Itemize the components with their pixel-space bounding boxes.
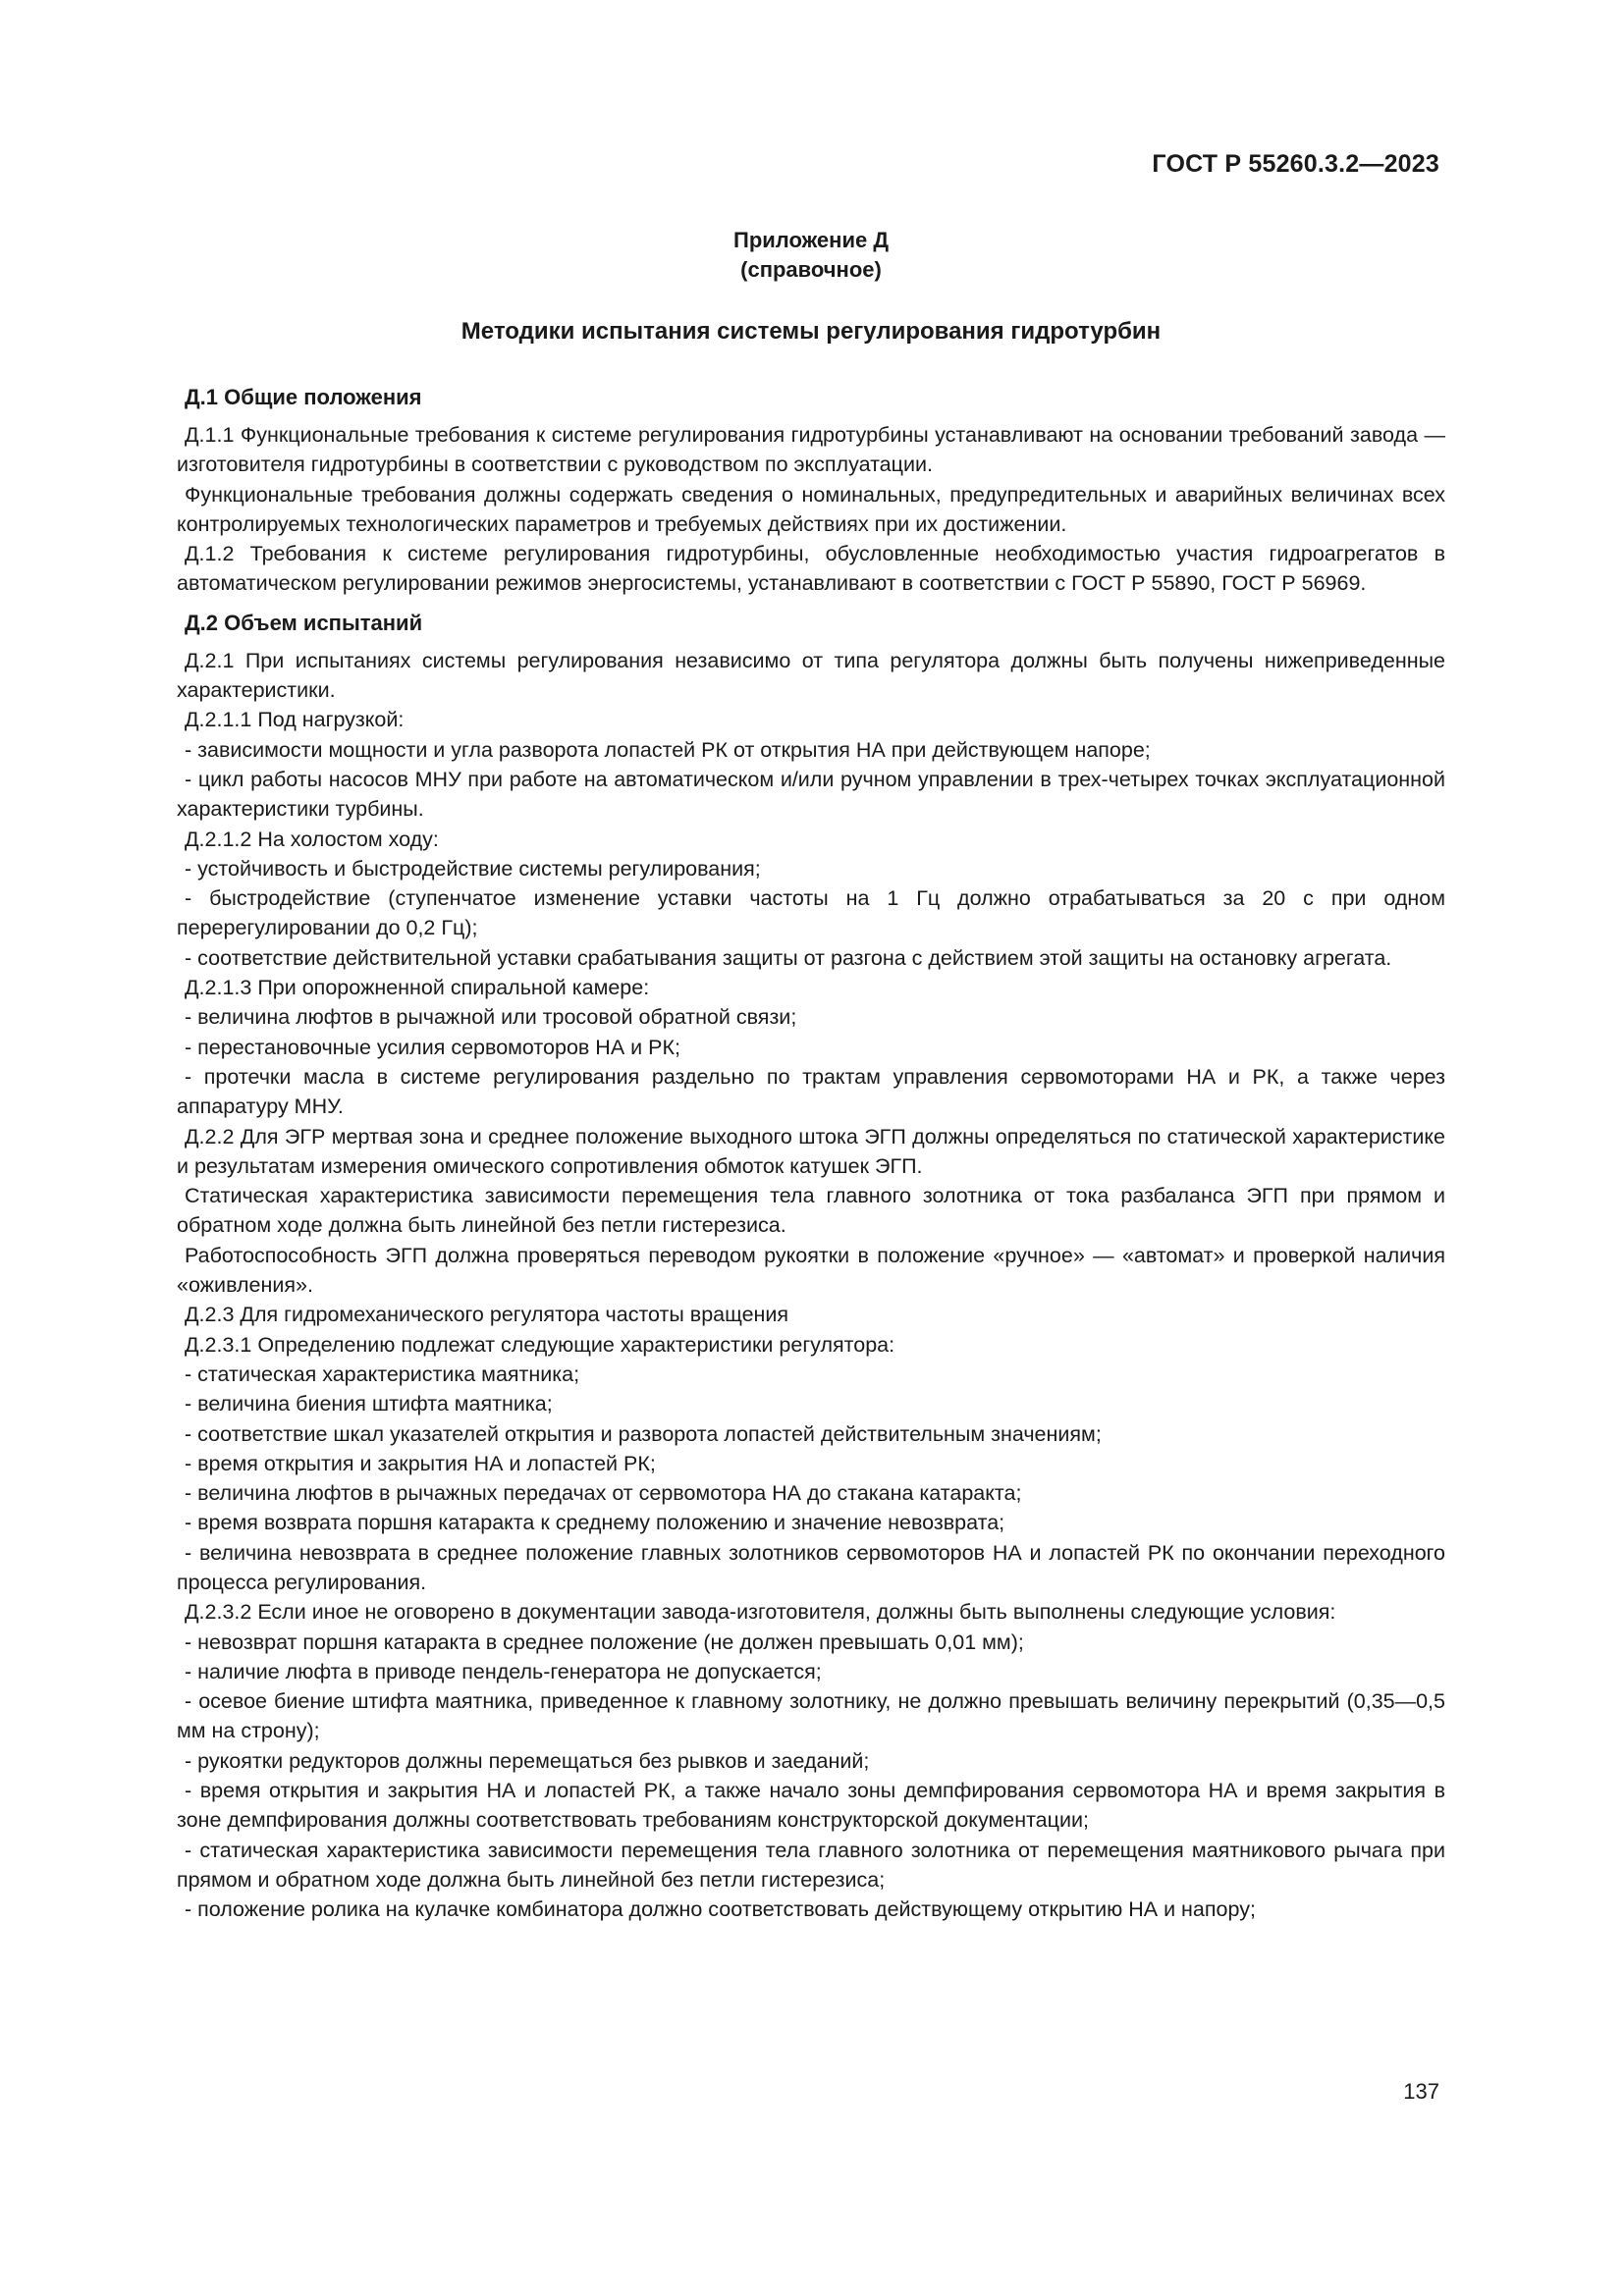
list-item: - устойчивость и быстродействие системы регулирования; bbox=[185, 856, 761, 881]
paragraph: Функциональные требования должны содержать сведения о номинальных, предупредительных и аварийных величинах всех контролируемых технологических параметров и требуемых действиях при их достижении. bbox=[177, 482, 1445, 536]
paragraph: Статическая характеристика зависимости перемещения тела главного золотника от тока разбаланса ЭГП при прямом и обратном ходе должна быть линейной без петли гистерезиса. bbox=[177, 1184, 1445, 1238]
list-item: - рукоятки редукторов должны перемещаться без рывков и заеданий; bbox=[185, 1748, 870, 1773]
list-item: - величина люфтов в рычажной или тросовой обратной связи; bbox=[185, 1005, 797, 1030]
paragraph: Работоспособность ЭГП должна проверяться переводом рукоятки в положение «ручное» — «автомат» и проверкой наличия «оживления». bbox=[177, 1243, 1445, 1298]
paragraph: Д.1.1 Функциональные требования к системе регулирования гидротурбины устанавливают на основании требований завода — изготовителя гидротурбины в соответствии с руководством по эксплуатации. bbox=[177, 423, 1445, 477]
list-item: - соответствие шкал указателей открытия и разворота лопастей действительным значениям; bbox=[185, 1421, 1102, 1446]
list-item: - соответствие действительной уставки срабатывания защиты от разгона с действием этой защиты на остановку агрегата. bbox=[185, 945, 1392, 970]
annex-label: Приложение Д bbox=[733, 228, 889, 252]
list-item: - величина невозврата в среднее положение главных золотников сервомоторов НА и лопастей РК по окончании переходного процесса регулирования. bbox=[177, 1540, 1445, 1594]
paragraph: Д.2.2 Для ЭГР мертвая зона и среднее положение выходного штока ЭГП должны определяться по статической характеристике и результатам измерения омического сопротивления обмоток катушек ЭГП. bbox=[177, 1124, 1445, 1178]
list-item: - невозврат поршня катаракта в среднее положение (не должен превышать 0,01 мм); bbox=[185, 1629, 1024, 1654]
list-item: - быстродействие (ступенчатое изменение уставки частоты на 1 Гц должно отрабатываться за 20 с при одном перерегулировании до 0,2 Гц); bbox=[177, 886, 1445, 940]
list-item: - время открытия и закрытия НА и лопастей РК, а также начало зоны демпфирования сервомотора НА и время закрытия в зоне демпфирования должны соответствовать требованиям конструкторской документации; bbox=[177, 1779, 1445, 1833]
paragraph: Д.2.3.2 Если иное не оговорено в документации завода-изготовителя, должны быть выполнены следующие условия: bbox=[185, 1600, 1336, 1625]
page-body bbox=[177, 147, 1445, 1925]
paragraph: Д.1.2 Требования к системе регулирования гидротурбины, обусловленные необходимостью участия гидроагрегатов в автоматическом регулировании режимов энергосистемы, устанавливают в соответствии с ГОСТ Р 55890, ГОСТ Р 56969. bbox=[177, 542, 1445, 596]
paragraph: Д.2.1.2 На холостом ходу: bbox=[185, 827, 439, 851]
list-item: - статическая характеристика маятника; bbox=[185, 1362, 580, 1386]
list-item: - наличие люфта в приводе пендель-генератора не допускается; bbox=[185, 1659, 822, 1683]
paragraph: Д.2.3 Для гидромеханического регулятора частоты вращения bbox=[185, 1303, 789, 1327]
list-item: - положение ролика на кулачке комбинатора должно соответствовать действующему открытию НА и напору; bbox=[185, 1897, 1256, 1922]
list-item: - величина люфтов в рычажных передачах от сервомотора НА до стакана катаракта; bbox=[185, 1481, 1022, 1506]
list-item: - протечки масла в системе регулирования раздельно по трактам управления сервомоторами НА и РК, а также через аппаратуру МНУ. bbox=[177, 1064, 1445, 1119]
list-item: - осевое биение штифта маятника, приведенное к главному золотнику, не должно превышать величину перекрытий (0,35—0,5 мм на строну); bbox=[177, 1689, 1445, 1743]
section-title-general: Д.1 Общие положения bbox=[185, 385, 422, 409]
section-title-scope: Д.2 Объем испытаний bbox=[185, 610, 423, 635]
list-item: - статическая характеристика зависимости перемещения тела главного золотника от перемещения маятникового рычага при прямом и обратном ходе должна быть линейной без петли гистерезиса; bbox=[177, 1838, 1445, 1892]
page-title: Методики испытания системы регулирования гидротурбин bbox=[460, 318, 1162, 345]
list-item: - время возврата поршня катаракта к среднему положению и значение невозврата; bbox=[185, 1511, 1005, 1535]
list-item: - цикл работы насосов МНУ при работе на автоматическом и/или ручном управлении в трех-четырех точках эксплуатационной характеристики турбины. bbox=[177, 767, 1445, 822]
document-id: ГОСТ Р 55260.3.2—2023 bbox=[1152, 150, 1439, 178]
annex-heading bbox=[177, 226, 1445, 285]
list-item: - величина биения штифта маятника; bbox=[185, 1392, 553, 1416]
page-number: 137 bbox=[1403, 2079, 1439, 2104]
list-item: - зависимости мощности и угла разворота лопастей РК от открытия НА при действующем напоре; bbox=[185, 737, 1151, 762]
paragraph: Д.2.3.1 Определению подлежат следующие характеристики регулятора: bbox=[185, 1332, 895, 1357]
paragraph: Д.2.1.3 При опорожненной спиральной камере: bbox=[185, 976, 650, 1000]
paragraph: Д.2.1 При испытаниях системы регулирования независимо от типа регулятора должны быть получены нижеприведенные характеристики. bbox=[177, 648, 1445, 703]
paragraph: Д.2.1.1 Под нагрузкой: bbox=[185, 708, 405, 732]
list-item: - перестановочные усилия сервомоторов НА и РК; bbox=[185, 1035, 680, 1059]
list-item: - время открытия и закрытия НА и лопастей РК; bbox=[185, 1451, 656, 1475]
annex-type: (справочное) bbox=[740, 257, 882, 282]
